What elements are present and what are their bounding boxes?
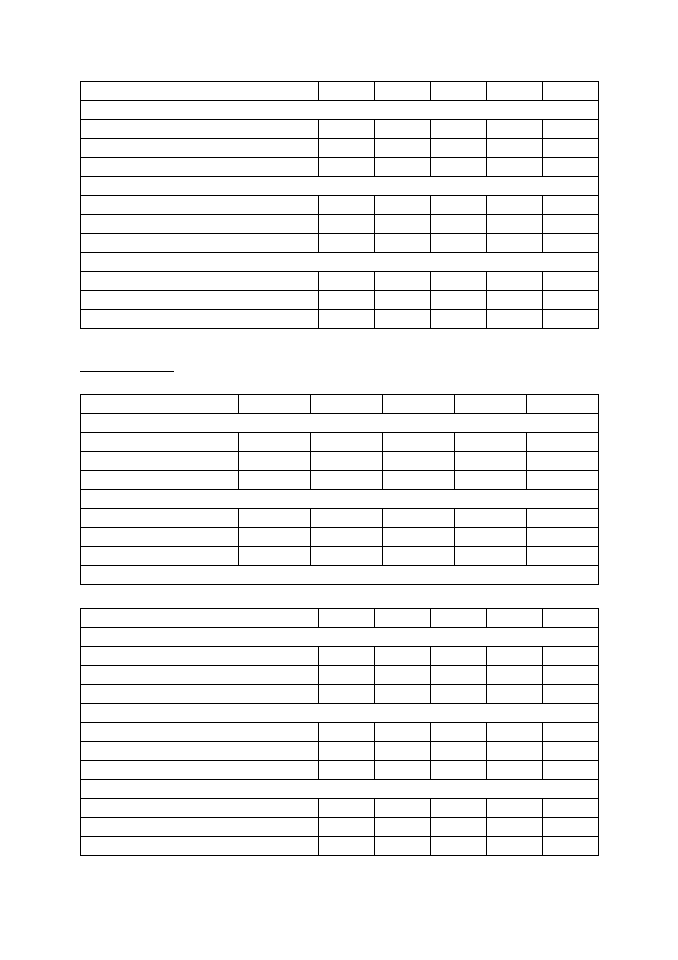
table-cell — [375, 120, 431, 139]
row-label-cell — [81, 685, 319, 704]
table-cell — [375, 215, 431, 234]
table-cell — [239, 547, 311, 566]
table-cell — [375, 291, 431, 310]
table-cell — [431, 196, 487, 215]
table-cell — [375, 837, 431, 856]
table-cell — [319, 609, 375, 628]
table-cell — [319, 837, 375, 856]
table-cell — [487, 120, 543, 139]
table-cell — [375, 685, 431, 704]
table-cell — [319, 647, 375, 666]
table-cell — [319, 272, 375, 291]
row-label-cell — [81, 471, 239, 490]
section-row — [81, 253, 599, 272]
table-cell — [375, 609, 431, 628]
table-row — [81, 291, 599, 310]
table-cell — [543, 120, 599, 139]
table-row — [81, 433, 599, 452]
table-cell — [311, 528, 383, 547]
table-cell — [431, 761, 487, 780]
table-cell — [455, 395, 527, 414]
section-row — [81, 566, 599, 585]
table-cell — [319, 818, 375, 837]
table-row — [81, 158, 599, 177]
table-cell — [239, 471, 311, 490]
table-cell — [455, 433, 527, 452]
section-cell — [81, 414, 599, 433]
table-cell — [431, 666, 487, 685]
section-row — [81, 414, 599, 433]
table-row — [81, 761, 599, 780]
table-cell — [311, 509, 383, 528]
table-cell — [431, 742, 487, 761]
table-cell — [543, 196, 599, 215]
table-cell — [487, 647, 543, 666]
table-row — [81, 547, 599, 566]
table-cell — [527, 547, 599, 566]
table-cell — [383, 433, 455, 452]
section-row — [81, 490, 599, 509]
table-cell — [487, 723, 543, 742]
table-cell — [543, 158, 599, 177]
table-cell — [487, 837, 543, 856]
table-cell — [455, 509, 527, 528]
section-cell — [81, 566, 599, 585]
table-cell — [487, 685, 543, 704]
table-cell — [431, 158, 487, 177]
table-cell — [527, 471, 599, 490]
table-cell — [431, 723, 487, 742]
table-row — [81, 234, 599, 253]
row-label-cell — [81, 647, 319, 666]
table-row — [81, 215, 599, 234]
table-cell — [487, 215, 543, 234]
table-cell — [487, 799, 543, 818]
table-cell — [375, 723, 431, 742]
row-label-cell — [81, 158, 319, 177]
section-cell — [81, 490, 599, 509]
row-label-cell — [81, 509, 239, 528]
table-cell — [527, 433, 599, 452]
table-cell — [543, 742, 599, 761]
table-row — [81, 666, 599, 685]
table-cell — [311, 547, 383, 566]
table-cell — [311, 452, 383, 471]
table-row — [81, 471, 599, 490]
table-cell — [431, 837, 487, 856]
table-cell — [319, 666, 375, 685]
table-cell — [375, 139, 431, 158]
table-cell — [543, 799, 599, 818]
table-row — [81, 647, 599, 666]
table-cell — [375, 818, 431, 837]
table-cell — [239, 395, 311, 414]
row-label-cell — [81, 234, 319, 253]
table-cell — [455, 452, 527, 471]
table-cell — [375, 196, 431, 215]
table-row — [81, 723, 599, 742]
table-row — [81, 837, 599, 856]
table-cell — [431, 272, 487, 291]
table-cell — [311, 395, 383, 414]
table-cell — [487, 234, 543, 253]
table-cell — [431, 291, 487, 310]
table-cell — [319, 82, 375, 101]
table-cell — [383, 395, 455, 414]
table-cell — [319, 234, 375, 253]
table-cell — [431, 139, 487, 158]
table-cell — [319, 196, 375, 215]
table-cell — [487, 139, 543, 158]
section-row — [81, 628, 599, 647]
row-label-cell — [81, 761, 319, 780]
row-label-cell — [81, 609, 319, 628]
table-cell — [431, 609, 487, 628]
table-cell — [239, 509, 311, 528]
row-label-cell — [81, 666, 319, 685]
row-label-cell — [81, 837, 319, 856]
table-cell — [543, 234, 599, 253]
table-cell — [239, 528, 311, 547]
table-row — [81, 452, 599, 471]
table-cell — [487, 82, 543, 101]
table-cell — [527, 452, 599, 471]
table-cell — [319, 723, 375, 742]
table-row — [81, 395, 599, 414]
table-cell — [543, 666, 599, 685]
table-cell — [375, 310, 431, 329]
table-cell — [543, 82, 599, 101]
table-cell — [431, 82, 487, 101]
table-cell — [543, 291, 599, 310]
section-heading-underline — [80, 371, 174, 372]
table-row — [81, 120, 599, 139]
table-cell — [543, 609, 599, 628]
table-cell — [383, 471, 455, 490]
table-cell — [487, 158, 543, 177]
table-cell — [375, 234, 431, 253]
row-label-cell — [81, 799, 319, 818]
row-label-cell — [81, 528, 239, 547]
table-cell — [319, 742, 375, 761]
table-cell — [543, 818, 599, 837]
table-cell — [543, 272, 599, 291]
row-label-cell — [81, 818, 319, 837]
table-cell — [487, 818, 543, 837]
table-row — [81, 82, 599, 101]
section-row — [81, 780, 599, 799]
table-cell — [487, 666, 543, 685]
row-label-cell — [81, 272, 319, 291]
table-row — [81, 272, 599, 291]
table-cell — [487, 761, 543, 780]
table-cell — [319, 215, 375, 234]
table-cell — [487, 291, 543, 310]
table-cell — [527, 528, 599, 547]
table-cell — [319, 761, 375, 780]
table-cell — [543, 647, 599, 666]
table-cell — [543, 685, 599, 704]
table-cell — [383, 547, 455, 566]
table-cell — [487, 742, 543, 761]
table-row — [81, 742, 599, 761]
table-cell — [543, 310, 599, 329]
table-cell — [239, 452, 311, 471]
table-cell — [319, 158, 375, 177]
table-row — [81, 528, 599, 547]
table-cell — [527, 509, 599, 528]
table-cell — [543, 215, 599, 234]
table-cell — [375, 799, 431, 818]
table-cell — [311, 471, 383, 490]
table-2 — [80, 394, 599, 585]
table-row — [81, 609, 599, 628]
table-cell — [487, 272, 543, 291]
table-cell — [431, 215, 487, 234]
table-cell — [487, 310, 543, 329]
table-cell — [431, 799, 487, 818]
row-label-cell — [81, 120, 319, 139]
row-label-cell — [81, 742, 319, 761]
section-cell — [81, 628, 599, 647]
table-cell — [375, 742, 431, 761]
table-row — [81, 799, 599, 818]
table-cell — [319, 120, 375, 139]
table-cell — [543, 837, 599, 856]
table-row — [81, 818, 599, 837]
table-cell — [375, 272, 431, 291]
table-cell — [239, 433, 311, 452]
table-cell — [455, 528, 527, 547]
row-label-cell — [81, 452, 239, 471]
section-row — [81, 704, 599, 723]
table-cell — [375, 647, 431, 666]
table-cell — [543, 139, 599, 158]
table-cell — [311, 433, 383, 452]
table-cell — [487, 196, 543, 215]
table-cell — [455, 547, 527, 566]
row-label-cell — [81, 723, 319, 742]
table-cell — [319, 291, 375, 310]
row-label-cell — [81, 139, 319, 158]
table-cell — [431, 310, 487, 329]
table-row — [81, 139, 599, 158]
table-cell — [383, 509, 455, 528]
table-cell — [527, 395, 599, 414]
table-cell — [487, 609, 543, 628]
row-label-cell — [81, 547, 239, 566]
table-cell — [375, 761, 431, 780]
table-row — [81, 196, 599, 215]
row-label-cell — [81, 291, 319, 310]
row-label-cell — [81, 310, 319, 329]
table-cell — [455, 471, 527, 490]
table-cell — [543, 723, 599, 742]
table-row — [81, 685, 599, 704]
table-cell — [375, 82, 431, 101]
table-cell — [319, 310, 375, 329]
section-cell — [81, 101, 599, 120]
row-label-cell — [81, 196, 319, 215]
table-cell — [431, 647, 487, 666]
table-row — [81, 310, 599, 329]
table-cell — [375, 158, 431, 177]
table-cell — [375, 666, 431, 685]
row-label-cell — [81, 215, 319, 234]
row-label-cell — [81, 433, 239, 452]
table-1 — [80, 81, 599, 329]
section-row — [81, 101, 599, 120]
table-3 — [80, 608, 599, 856]
table-cell — [543, 761, 599, 780]
section-row — [81, 177, 599, 196]
row-label-cell — [81, 82, 319, 101]
section-cell — [81, 704, 599, 723]
table-cell — [431, 685, 487, 704]
table-cell — [319, 685, 375, 704]
table-cell — [431, 120, 487, 139]
section-cell — [81, 780, 599, 799]
table-row — [81, 509, 599, 528]
table-cell — [319, 139, 375, 158]
table-cell — [431, 818, 487, 837]
table-cell — [383, 452, 455, 471]
section-cell — [81, 253, 599, 272]
table-cell — [431, 234, 487, 253]
row-label-cell — [81, 395, 239, 414]
section-cell — [81, 177, 599, 196]
table-cell — [383, 528, 455, 547]
table-cell — [319, 799, 375, 818]
